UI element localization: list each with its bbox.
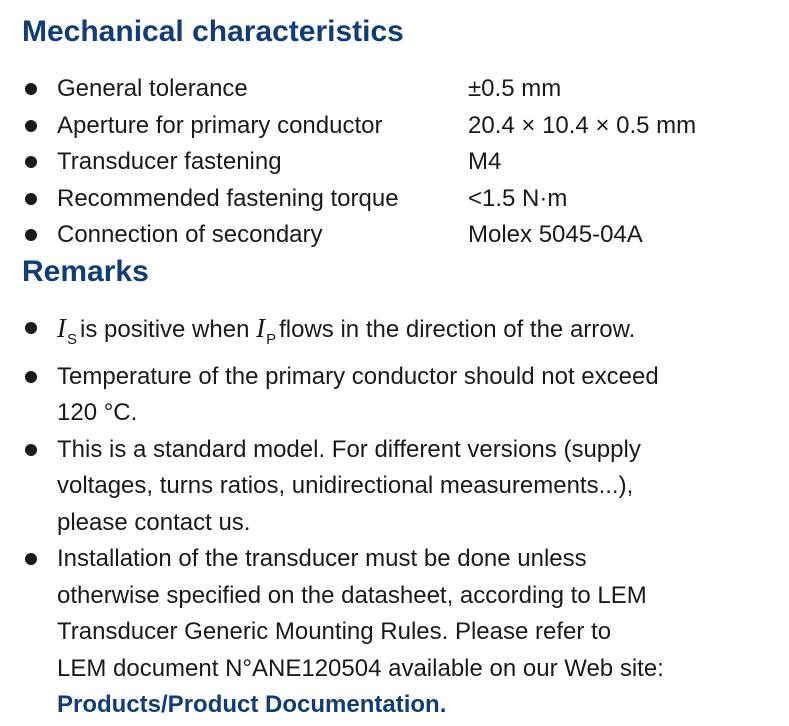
- remark-line: LEM document N°ANE120504 available on our Web site:: [57, 654, 664, 682]
- spec-value: Molex 5045-04A: [468, 221, 643, 248]
- remark-line: Installation of the transducer must be done unless: [57, 545, 587, 572]
- remark-line: otherwise specified on the datasheet, according to LEM: [57, 581, 647, 609]
- remark-text: flows in the direction of the arrow.: [279, 316, 636, 343]
- remark-line: This is a standard model. For different versions (supply: [57, 435, 641, 463]
- bullet-icon: [25, 553, 37, 565]
- subscript-p: P: [266, 331, 277, 348]
- remarks-list: [0, 310, 789, 724]
- bullet-icon: [25, 444, 37, 456]
- spec-row-general-tolerance: [0, 71, 789, 108]
- spec-value: ±0.5 mm: [468, 75, 562, 102]
- bullet-icon: [25, 156, 37, 168]
- remark-installation: [0, 541, 789, 724]
- spec-row-torque: [0, 181, 789, 218]
- spec-row-fastening: [0, 144, 789, 181]
- bullet-icon: [25, 83, 37, 95]
- bullet-icon: [25, 322, 37, 334]
- remark-current-polarity: [0, 310, 789, 359]
- remarks-heading: Remarks: [22, 255, 149, 288]
- product-documentation-link[interactable]: Products/Product Documentation.: [57, 691, 447, 718]
- remark-text: is positive when: [80, 316, 250, 343]
- spec-value: <1.5 N·m: [468, 184, 568, 212]
- spec-label: Connection of secondary: [57, 221, 323, 248]
- spec-label: Transducer fastening: [57, 148, 282, 175]
- remark-line: Transducer Generic Mounting Rules. Please refer to: [57, 618, 612, 645]
- current-symbol-is: I: [57, 313, 66, 343]
- remark-line: 120 °C.: [57, 399, 138, 426]
- remark-standard-model: [0, 432, 789, 542]
- remark-line: [57, 310, 769, 359]
- subscript-s: S: [67, 331, 78, 348]
- bullet-icon: [25, 120, 37, 132]
- spec-row-secondary-connection: [0, 217, 789, 254]
- spec-value: 20.4 × 10.4 × 0.5 mm: [468, 111, 697, 139]
- spec-label: General tolerance: [57, 75, 248, 102]
- current-symbol-ip: I: [256, 313, 266, 343]
- spec-label: Aperture for primary conductor: [57, 111, 383, 139]
- bullet-icon: [25, 229, 37, 241]
- spec-row-aperture: [0, 108, 789, 145]
- remark-line: please contact us.: [57, 508, 251, 536]
- remark-line: Temperature of the primary conductor should not exceed: [57, 362, 659, 390]
- bullet-icon: [25, 193, 37, 205]
- spec-value: M4: [468, 148, 502, 175]
- spec-label: Recommended fastening torque: [57, 184, 399, 212]
- mechanical-spec-list: [0, 71, 789, 254]
- mechanical-characteristics-heading: Mechanical characteristics: [22, 15, 404, 48]
- bullet-icon: [25, 371, 37, 383]
- remark-temperature: [0, 359, 789, 432]
- remark-line: voltages, turns ratios, unidirectional measurements...),: [57, 472, 634, 499]
